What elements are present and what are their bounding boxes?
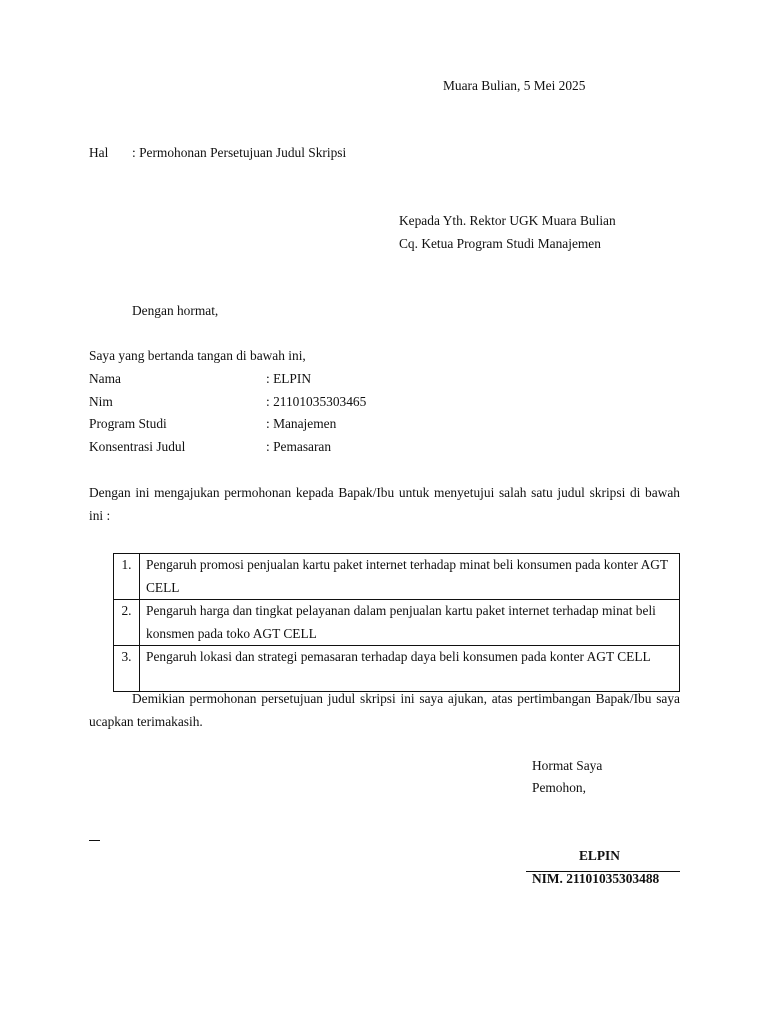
intro-text: Saya yang bertanda tangan di bawah ini, xyxy=(89,348,306,363)
title-number: 1. xyxy=(114,554,140,600)
field-konsentrasi-judul xyxy=(89,436,489,459)
title-text: Pengaruh lokasi dan strategi pemasaran terhadap daya beli konsumen pada konter AGT CELL xyxy=(140,646,680,692)
closing-paragraph: Demikian permohonan persetujuan judul skripsi ini saya ajukan, atas pertimbangan Bapak/Ibu saya ucapkan terimakasih. xyxy=(89,691,680,729)
table-row xyxy=(114,554,680,600)
field-label: Konsentrasi Judul xyxy=(89,439,186,454)
title-number: 2. xyxy=(114,600,140,646)
field-label: Program Studi xyxy=(89,416,167,431)
field-label: Nama xyxy=(89,371,121,386)
field-nim xyxy=(89,391,489,414)
recipient-line-2: Cq. Ketua Program Studi Manajemen xyxy=(399,236,601,251)
place-date: Muara Bulian, 5 Mei 2025 xyxy=(443,78,586,93)
signer-nim: NIM. 21101035303488 xyxy=(532,871,660,886)
field-nama xyxy=(89,368,489,391)
request-paragraph: Dengan ini mengajukan permohonan kepada Bapak/Ibu untuk menyetujui salah satu judul skripsi di bawah ini : xyxy=(89,485,680,523)
signoff-line-2: Pemohon, xyxy=(532,780,586,795)
field-label: Nim xyxy=(89,394,113,409)
field-value: : 21101035303465 xyxy=(266,394,367,409)
recipient-line-1: Kepada Yth. Rektor UGK Muara Bulian xyxy=(399,213,616,228)
title-text: Pengaruh harga dan tingkat pelayanan dalam penjualan kartu paket internet terhadap minat beli konsmen pada toko AGT CELL xyxy=(140,600,680,646)
stray-dash-mark xyxy=(89,840,100,841)
signoff-line-1: Hormat Saya xyxy=(532,758,603,773)
greeting: Dengan hormat, xyxy=(132,303,219,318)
signer-name: ELPIN xyxy=(579,848,620,863)
field-value: : Pemasaran xyxy=(266,439,332,454)
title-number: 3. xyxy=(114,646,140,692)
table-row xyxy=(114,600,680,646)
titles-table xyxy=(113,553,680,692)
title-text: Pengaruh promosi penjualan kartu paket internet terhadap minat beli konsumen pada konter AGT CELL xyxy=(140,554,680,600)
field-value: : ELPIN xyxy=(266,371,312,386)
table-row xyxy=(114,646,680,692)
field-program-studi xyxy=(89,413,489,436)
subject-text: : Permohonan Persetujuan Judul Skripsi xyxy=(132,145,347,160)
field-value: : Manajemen xyxy=(266,416,337,431)
subject-label: Hal xyxy=(89,145,109,160)
